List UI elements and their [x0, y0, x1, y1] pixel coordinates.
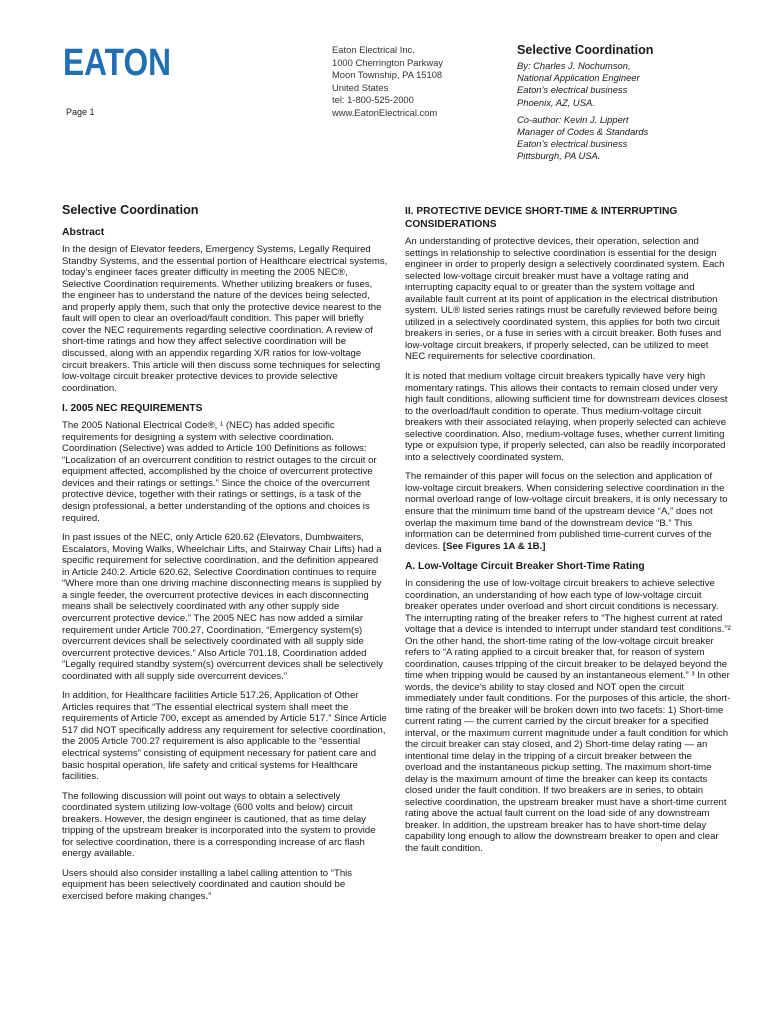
abstract-paragraph: In the design of Elevator feeders, Emergency Systems, Legally Required Standby Systems, and the essential portion of Healthcare electrical systems, today’s engineer faces greater difficulty in meeting the 2005 NEC®, Selective Coordination requirements. Whether utilizing breakers or fuses, the engineer has to understand the nature of the devices being selected, and properly apply them, such that only the protective device nearest to the fault will open to clear an overload/fault condition. This paper will briefly cover the NEC requirements regarding selective coordination. A review of short-time ratings and how they affect selective coordination will be discussed, along with an appendix regarding X/R ratios for low-voltage circuit breakers. This article will then discuss some techniques for selecting low-voltage circuit breaker protective devices to provide selective coordination. — [62, 244, 388, 394]
body-paragraph — [405, 471, 731, 552]
body-paragraph: The following discussion will point out ways to obtain a selectively coordinated system utilizing low-voltage (600 volts and below) circuit breakers. However, the design engineer is cautioned, that as time delay tripping of the upstream breaker is incorporated into the system to provide for selective coordination, there is a corresponding increase of arc flash energy available. — [62, 790, 376, 860]
author-line: By: Charles J. Nochumson, — [517, 60, 631, 71]
body-paragraph: Users should also consider installing a label calling attention to “This equipment has been selectively coordinated and caution should be exercised before making changes.” — [62, 867, 353, 902]
figure-reference: [See Figures 1A & 1B.] — [442, 540, 546, 552]
company-address — [332, 44, 443, 120]
body-paragraph: In addition, for Healthcare facilities Article 517.26, Application of Other Articles requires that “The essential electrical system shall meet the requirements of Article 700, except as amended by Article 517.” Since Article 517 did NOT specifically address any requirement for selective coordination, the 2005 Article 700.27 requirement is also applicable to the “essential electrical systems” consisting of equipment necessary for patient care and basic hospital operation, life safety and critical systems for Healthcare facilities. — [62, 690, 387, 783]
author-line: National Application Engineer — [517, 72, 640, 84]
page-number: Page 1 — [66, 107, 95, 117]
body-paragraph: The 2005 National Electrical Code®, ¹ (NEC) has added specific requirements for designing a system with selective coordination. Coordination (Selective) was added to Article 100 Definitions as follows: “Localization of an overcurrent condition to restrict outages to the circuit or equipment affected, accomplished by the choice of overcurrent protective devices and their ratings or settings.” Since the choice of the overcurrent protective device, together with their ratings or settings, is a task of the design professional, a better understanding of the options and choices is required. — [62, 420, 377, 524]
author-line: Phoenix, AZ, USA. — [517, 96, 595, 108]
address-phone: tel: 1-800-525-2000 — [332, 94, 414, 106]
eaton-logo-text: EATON — [63, 42, 171, 84]
body-paragraph: In past issues of the NEC, only Article 620.62 (Elevators, Dumbwaiters, Escalators, Moving Walks, Wheelchair Lifts, and Stairway Chair Lifts) had a specific requirement for selective coordination, and the definition appeared in Article 240.2. Article 620.62, Selective Coordination continues to require “Where more than one driving machine disconnecting means is supplied by a single feeder, the overcurrent protective devices in each disconnecting means shall be selectively coordinated with any other supply side overcurrent protective device.” The 2005 NEC has now added a similar requirement under Article 700.27, Coordination, “Emergency system(s) overcurrent devices shall be selectively coordinated with all supply side overcurrent protective devices.” Also Article 701.18, Coordination added “Legally required standby system(s) overcurrent devices shall be selectively coordinated with all supply side overcurrent devices.” — [62, 532, 383, 682]
section-heading-nec: I. 2005 NEC REQUIREMENTS — [62, 403, 203, 415]
body-paragraph: It is noted that medium voltage circuit breakers typically have very high momentary ratings. This allows their contacts to remain closed under very high fault conditions, allowing sufficient time for downstream devices closest to the overload/fault condition to operate. Thus medium-voltage circuit breakers with their associated relaying, when properly selected can achieve selective coordination. Also, medium-voltage fuses, whether current limiting type or expulsion type, if properly selected, can also be readily incorporated into a selectively coordinated system. — [405, 371, 728, 463]
address-line: 1000 Cherrington Parkway — [332, 56, 443, 68]
coauthor-line: Manager of Codes & Standards — [517, 126, 649, 138]
coauthor-line: Pittsburgh, PA USA. — [517, 150, 601, 162]
address-line: Eaton Electrical Inc. — [332, 44, 415, 55]
address-line: Moon Township, PA 15108 — [332, 69, 443, 81]
header-title: Selective Coordination — [517, 43, 654, 57]
body-paragraph: An understanding of protective devices, their operation, selection and settings in relationship to selective coordination is essential for the design engineer in order to properly design a selectively coordinated system. Each selected low-voltage circuit breaker must have a voltage rating and interrupting capacity equal to or greater than the system voltage and available fault current at its point of application in the electrical distribution system. UL® listed series ratings must be carefully reviewed before being utilized in a selectively coordinated system, this applies for both two circuit breakers in series, or a fuse in series with a circuit breaker. Both fuses and low-voltage circuit breakers, if properly selected, can be utilized to meet NEC requirements for selective coordination. — [405, 236, 725, 363]
address-website: www.EatonElectrical.com — [332, 106, 438, 118]
body-paragraph: In considering the use of low-voltage circuit breakers to achieve selective coordination, an understanding of how each type of low-voltage circuit breaker operates under overload and short circuit conditions is necessary. The interrupting rating of the breaker refers to “The highest current at rated voltage that a device is intended to interrupt under standard test conditions.”² On the other hand, the short-time rating of the low-voltage circuit breaker refers to “A rating applied to a circuit breaker that, for reason of system coordination, causes tripping of the circuit breaker to be delayed beyond the time when tripping would be caused by an instantaneous element.” ³ In other words, the device’s ability to stay closed and NOT open the circuit immediately under fault conditions. For the purposes of this article, the short-time rating of the breaker will be broken down into two facets: 1) Short-time current rating — the current carried by the circuit breaker for a specified interval, or the maximum current magnitude under a fault condition for which the circuit breaker can stay closed, and 2) Short-time delay rating — an intentional time delay in the tripping of a circuit breaker between the overload and the instantaneous pickup setting. The maximum short-time delay is the maximum amount of time the breaker can keep its contacts closed under the fault condition. If two breakers are in series, to obtain selective coordination, the upstream breaker must have a short-time current rating above the actual fault current on the load side of any downstream breaker. In addition, the upstream breaker has to have short-time delay capability long enough to allow the downstream breaker to open and clear the fault condition. — [405, 578, 731, 854]
section-heading-protective-device: II. PROTECTIVE DEVICE SHORT-TIME & INTERRUPTING CONSIDERATIONS — [405, 206, 678, 230]
subsection-heading-short-time: A. Low-Voltage Circuit Breaker Short-Time Rating — [405, 561, 645, 573]
document-title: Selective Coordination — [62, 203, 199, 217]
author-line: Eaton’s electrical business — [517, 84, 628, 96]
abstract-heading: Abstract — [62, 226, 105, 238]
right-column — [405, 205, 731, 862]
coauthor-line: Co-author: Kevin J. Lippert — [517, 113, 629, 125]
left-column — [62, 205, 388, 911]
address-line: United States — [332, 81, 389, 93]
body-text: The remainder of this paper will focus on the selection and application of low-voltage circuit breakers. When considering selective coordination in the normal overload range of low-voltage circuit breakers, it is only necessary to ensure that the minimum time band of the upstream device “A,” does not overlap the maximum time band of the downstream device “B.” This information can be determined from published time-current curves of the devices. — [405, 471, 728, 552]
header-byline — [517, 43, 727, 163]
eaton-logo — [63, 42, 171, 84]
coauthor-line: Eaton’s electrical business — [517, 138, 628, 150]
